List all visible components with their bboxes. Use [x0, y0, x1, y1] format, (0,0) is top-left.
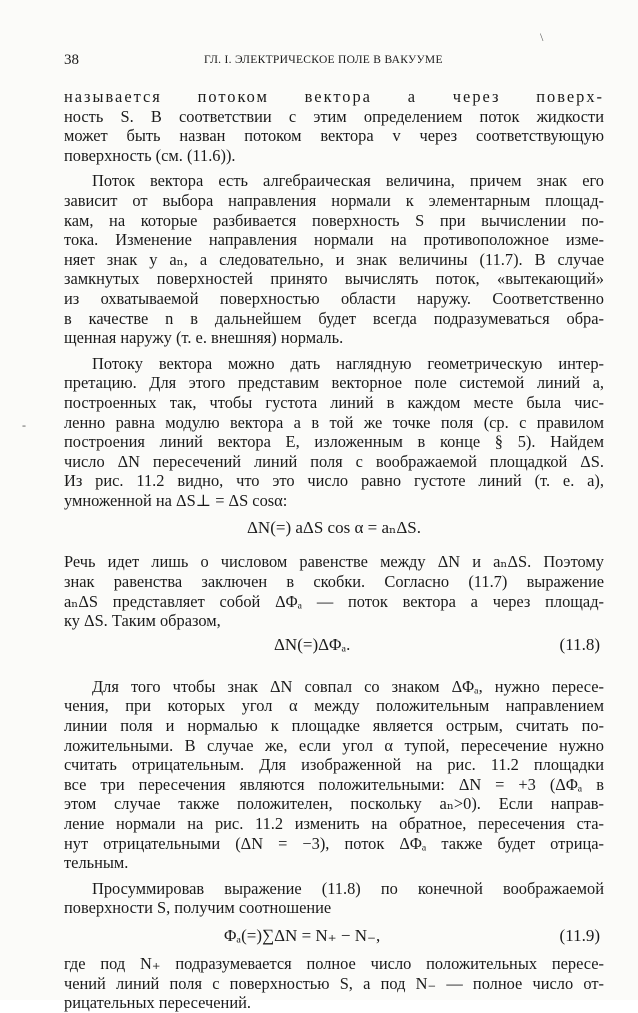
text-line: щенная наружу (т. е. внешняя) нормаль. [64, 328, 344, 348]
formula-area-projection [64, 516, 604, 540]
text-line: ку ΔS. Таким образом, [64, 611, 221, 631]
text-line: aₙΔS представляет собой ΔΦₐ — поток вектора a через площад- [64, 591, 604, 611]
text-line: знак равенства заключен в скобки. Согласно (11.7) выражение [64, 572, 604, 592]
running-head: ГЛ. I. ЭЛЕКТРИЧЕСКОЕ ПОЛЕ В ВАКУУМЕ [204, 54, 443, 66]
text-line: этом случае также положителен, поскольку aₙ>0). Если направ- [64, 794, 604, 814]
text-line: Для того чтобы знак ΔN совпал со знаком ΔΦₐ, нужно пересе- [92, 676, 604, 696]
text-line: построения линий вектора E, изложенным в конце § 5). Найдем [64, 432, 604, 452]
page-body [64, 87, 604, 1013]
text-line: все три пересечения являются положительными: ΔN = +3 (ΔΦₐ в [64, 774, 604, 794]
text-line: претацию. Для этого представим векторное поле системой линий a, [64, 373, 604, 393]
text-line: Просуммировав выражение (11.8) по конечной воображаемой [92, 878, 604, 898]
text-line: линии поля и нормалью к площадке является острым, считать по- [64, 716, 604, 736]
paragraph-4 [64, 552, 604, 630]
text-line: в качестве n в дальнейшем будет всегда подразумеваться обра- [64, 308, 604, 328]
text-line: чений линий поля с поверхностью S, а под N₋ — полное число от- [64, 973, 604, 993]
text-line: поверхности S, получим соотношение [64, 898, 332, 918]
text-line: Речь идет лишь о числовом равенстве между ΔN и aₙΔS. Поэтому [64, 552, 604, 572]
text-line: чения, при которых угол α между положительным направлением [64, 696, 604, 716]
text-line: тельным. [64, 853, 129, 873]
text-line: няет знак у aₙ, а следовательно, и знак величины (11.7). В случае [64, 249, 604, 269]
text-line: рицательных пересечений. [64, 993, 251, 1013]
paragraph-3 [64, 354, 604, 511]
text-line: где под N₊ подразумевается полное число положительных пересе- [64, 953, 604, 973]
text-line: ленно равна модулю вектора a в той же точке поля (ср. с правилом [64, 412, 604, 432]
equation-number: (11.8) [559, 634, 600, 654]
paragraph-6 [64, 879, 604, 918]
text-line: Поток вектора есть алгебраическая величина, причем знак его [92, 171, 604, 191]
page-header [64, 52, 604, 72]
scan-speck: - [22, 418, 26, 432]
paragraph-1 [64, 87, 604, 165]
text-line: кам, на которые разбивается поверхность S при вычислении по- [64, 210, 604, 230]
text-line: число ΔN пересечений линий поля с воображаемой площадкой ΔS. [64, 451, 604, 471]
paragraph-5 [64, 677, 604, 873]
paragraph-7 [64, 954, 604, 1013]
text-line: умноженной на ΔS⊥ = ΔS cosα: [64, 490, 288, 510]
text-line: зависит от выбора направления нормали к элементарным площад- [64, 190, 604, 210]
text-line: замкнутых поверхностей принято вычислять поток, «вытекающий» [64, 269, 604, 289]
text-line: ление нормали на рис. 11.2 изменить на обратное, пересечения ста- [64, 814, 604, 833]
paragraph-2 [64, 171, 604, 347]
formula-expression: Φₐ(=)∑ΔN = N₊ − N₋, [224, 925, 381, 945]
text-line: ложительными. В случае же, если угол α тупой, пересечение нужно [64, 735, 604, 755]
text-line: называется потоком вектора a через поверх- [64, 87, 604, 106]
text-line: нут отрицательными (ΔN = −3), поток ΔΦₐ также будет отрица- [64, 833, 604, 853]
formula-11-9 [64, 924, 604, 948]
page-number: 38 [64, 52, 79, 68]
formula-11-8 [64, 633, 604, 657]
text-line: может быть назван потоком вектора v через соответствующую [64, 126, 604, 146]
equation-number: (11.9) [559, 925, 600, 945]
formula-expression: ΔN(=)ΔΦₐ. [274, 634, 351, 654]
text-line: Потоку вектора можно дать наглядную геометрическую интер- [92, 353, 604, 373]
text-line: ность S. В соответствии с этим определением поток жидкости [64, 106, 604, 126]
text-line: Из рис. 11.2 видно, что это число равно густоте линий (т. е. a), [64, 471, 604, 491]
text-line: поверхность (см. (11.6)). [64, 145, 236, 165]
text-line: считать отрицательным. Для изображенной на рис. 11.2 площадки [64, 755, 604, 775]
formula-expression: ΔN(=) aΔS cos α = aₙΔS. [247, 518, 421, 538]
scan-speck: \ [540, 30, 544, 44]
text-line: тока. Изменение направления нормали на противоположное изме- [64, 230, 604, 250]
text-line: построенных так, чтобы густота линий в каждом месте была чис- [64, 392, 604, 412]
text-line: из охватываемой поверхностью области наружу. Соответственно [64, 288, 604, 308]
